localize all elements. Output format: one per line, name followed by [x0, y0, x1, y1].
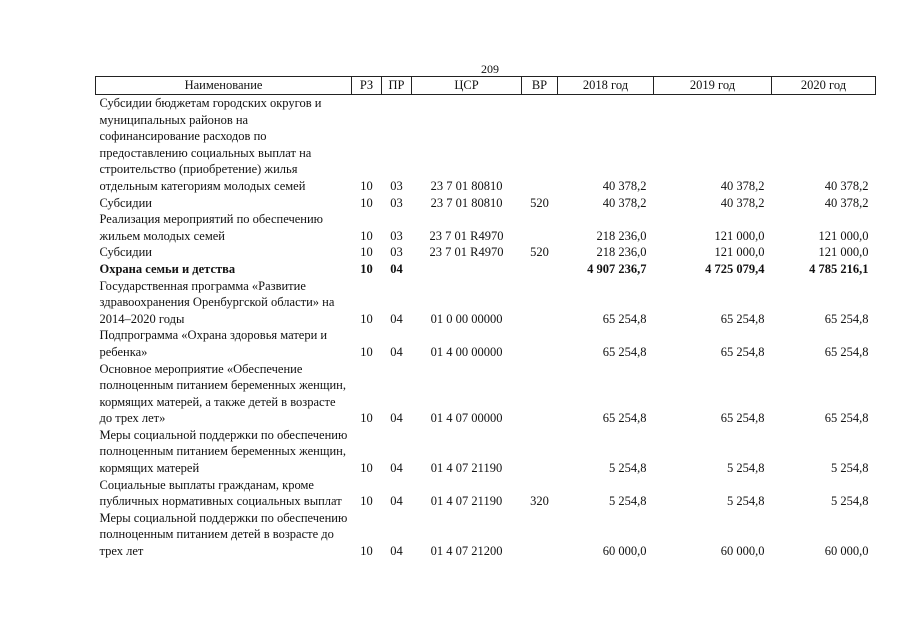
row-name: Меры социальной поддержки по обеспечению полноценным питанием беременных женщин, кормящих матерей: [99, 427, 348, 476]
header-name: Наименование: [96, 77, 352, 95]
row-rz: 10: [360, 245, 373, 260]
row-vr: [522, 510, 558, 560]
row-vr: [522, 95, 558, 195]
row-2019: 4 725 079,4: [705, 261, 765, 276]
row-2019: 5 254,8: [727, 461, 765, 476]
row-vr: [522, 278, 558, 328]
row-2020: 4 785 216,1: [809, 261, 869, 276]
table-row: [96, 427, 876, 477]
row-vr: 320: [530, 494, 549, 509]
row-2018: 60 000,0: [602, 544, 647, 559]
table-row: [96, 510, 876, 560]
row-2018: 40 378,2: [602, 178, 647, 193]
row-name: Подпрограмма «Охрана здоровья матери и ребенка»: [99, 328, 328, 359]
row-2020: 65 254,8: [824, 344, 869, 359]
row-rz: 10: [360, 494, 373, 509]
row-rz: 10: [360, 461, 373, 476]
row-pr: 04: [390, 261, 403, 276]
row-rz: 10: [360, 261, 373, 276]
row-name: Субсидии: [99, 245, 152, 260]
header-rz: РЗ: [352, 77, 382, 95]
row-csr: 01 4 07 21200: [430, 544, 503, 559]
header-csr: ЦСР: [412, 77, 522, 95]
row-2019: 65 254,8: [720, 311, 765, 326]
row-rz: 10: [360, 195, 373, 210]
row-2018: 40 378,2: [602, 195, 647, 210]
row-2019: 121 000,0: [714, 228, 765, 243]
row-2019: 40 378,2: [720, 178, 765, 193]
row-csr: 01 0 00 00000: [430, 311, 503, 326]
header-pr: ПР: [382, 77, 412, 95]
row-rz: 10: [360, 544, 373, 559]
row-vr: [522, 211, 558, 244]
row-pr: 04: [390, 544, 403, 559]
table-row: [96, 244, 876, 261]
row-2019: 65 254,8: [720, 344, 765, 359]
row-2018: 4 907 236,7: [587, 261, 647, 276]
row-2020: 40 378,2: [824, 178, 869, 193]
row-pr: 04: [390, 344, 403, 359]
table-row: [96, 261, 876, 278]
row-2020: 5 254,8: [831, 461, 869, 476]
header-2018: 2018 год: [558, 77, 654, 95]
row-2018: 218 236,0: [596, 228, 647, 243]
row-rz: 10: [360, 344, 373, 359]
row-pr: 04: [390, 411, 403, 426]
row-name: Меры социальной поддержки по обеспечению полноценным питанием детей в возрасте до трех лет: [99, 510, 348, 559]
row-pr: 03: [390, 245, 403, 260]
row-name: Социальные выплаты гражданам, кроме публичных нормативных социальных выплат: [99, 477, 342, 509]
row-rz: 10: [360, 311, 373, 326]
row-vr: [522, 261, 558, 278]
row-csr: 01 4 07 21190: [430, 494, 503, 509]
row-pr: 03: [390, 228, 403, 243]
budget-table: [95, 76, 876, 560]
row-2018: 218 236,0: [596, 245, 647, 260]
row-csr: 01 4 07 21190: [430, 461, 503, 476]
row-rz: 10: [360, 178, 373, 193]
row-pr: 03: [390, 195, 403, 210]
row-vr: 520: [530, 195, 549, 210]
header-2019: 2019 год: [654, 77, 772, 95]
table-row: [96, 361, 876, 427]
row-pr: 03: [390, 178, 403, 193]
header-vr: ВР: [522, 77, 558, 95]
row-name: Субсидии: [99, 195, 152, 210]
row-2020: 5 254,8: [831, 494, 869, 509]
row-rz: 10: [360, 228, 373, 243]
row-2019: 5 254,8: [727, 494, 765, 509]
row-csr: 23 7 01 R4970: [429, 245, 504, 260]
row-2019: 40 378,2: [720, 195, 765, 210]
row-vr: [522, 427, 558, 477]
row-name: Субсидии бюджетам городских округов и муниципальных районов на софинансирование расходов по предоставлению социальных выплат на строительство (приобретение) жилья отдельным категориям молодых семей: [99, 96, 322, 193]
row-csr: 23 7 01 80810: [430, 195, 503, 210]
row-name: Государственная программа «Развитие здравоохранения Оренбургской области» на 2014–2020 годы: [99, 278, 335, 326]
row-name: Реализация мероприятий по обеспечению жильем молодых семей: [99, 212, 324, 243]
row-pr: 04: [390, 311, 403, 326]
row-2018: 65 254,8: [602, 344, 647, 359]
row-2018: 5 254,8: [609, 461, 647, 476]
row-csr: 01 4 07 00000: [430, 411, 503, 426]
table-row: [96, 211, 876, 244]
row-2019: 121 000,0: [714, 245, 765, 260]
row-vr: [522, 327, 558, 360]
table-row: [96, 95, 876, 195]
row-csr: [412, 261, 522, 278]
row-rz: 10: [360, 411, 373, 426]
header-2020: 2020 год: [772, 77, 876, 95]
table-row: [96, 477, 876, 510]
page-number: 209: [481, 62, 499, 76]
row-2020: 60 000,0: [824, 544, 869, 559]
row-csr: 23 7 01 80810: [430, 178, 503, 193]
row-pr: 04: [390, 461, 403, 476]
row-2020: 65 254,8: [824, 411, 869, 426]
table-row: [96, 195, 876, 212]
row-name: Основное мероприятие «Обеспечение полноценным питанием беременных женщин, кормящих матерей, а также детей в возрасте до трех лет»: [99, 361, 346, 426]
table-row: [96, 278, 876, 328]
table-header-row: [96, 77, 876, 95]
row-2020: 40 378,2: [824, 195, 869, 210]
row-vr: 520: [530, 245, 549, 260]
row-2020: 121 000,0: [818, 228, 869, 243]
row-name: Охрана семьи и детства: [99, 261, 236, 276]
row-2019: 60 000,0: [720, 544, 765, 559]
row-2018: 65 254,8: [602, 311, 647, 326]
row-2020: 121 000,0: [818, 245, 869, 260]
table-row: [96, 327, 876, 360]
row-csr: 01 4 00 00000: [430, 344, 503, 359]
row-pr: 04: [390, 494, 403, 509]
row-csr: 23 7 01 R4970: [429, 228, 504, 243]
row-2020: 65 254,8: [824, 311, 869, 326]
row-2019: 65 254,8: [720, 411, 765, 426]
row-2018: 65 254,8: [602, 411, 647, 426]
row-2018: 5 254,8: [609, 494, 647, 509]
row-vr: [522, 361, 558, 427]
